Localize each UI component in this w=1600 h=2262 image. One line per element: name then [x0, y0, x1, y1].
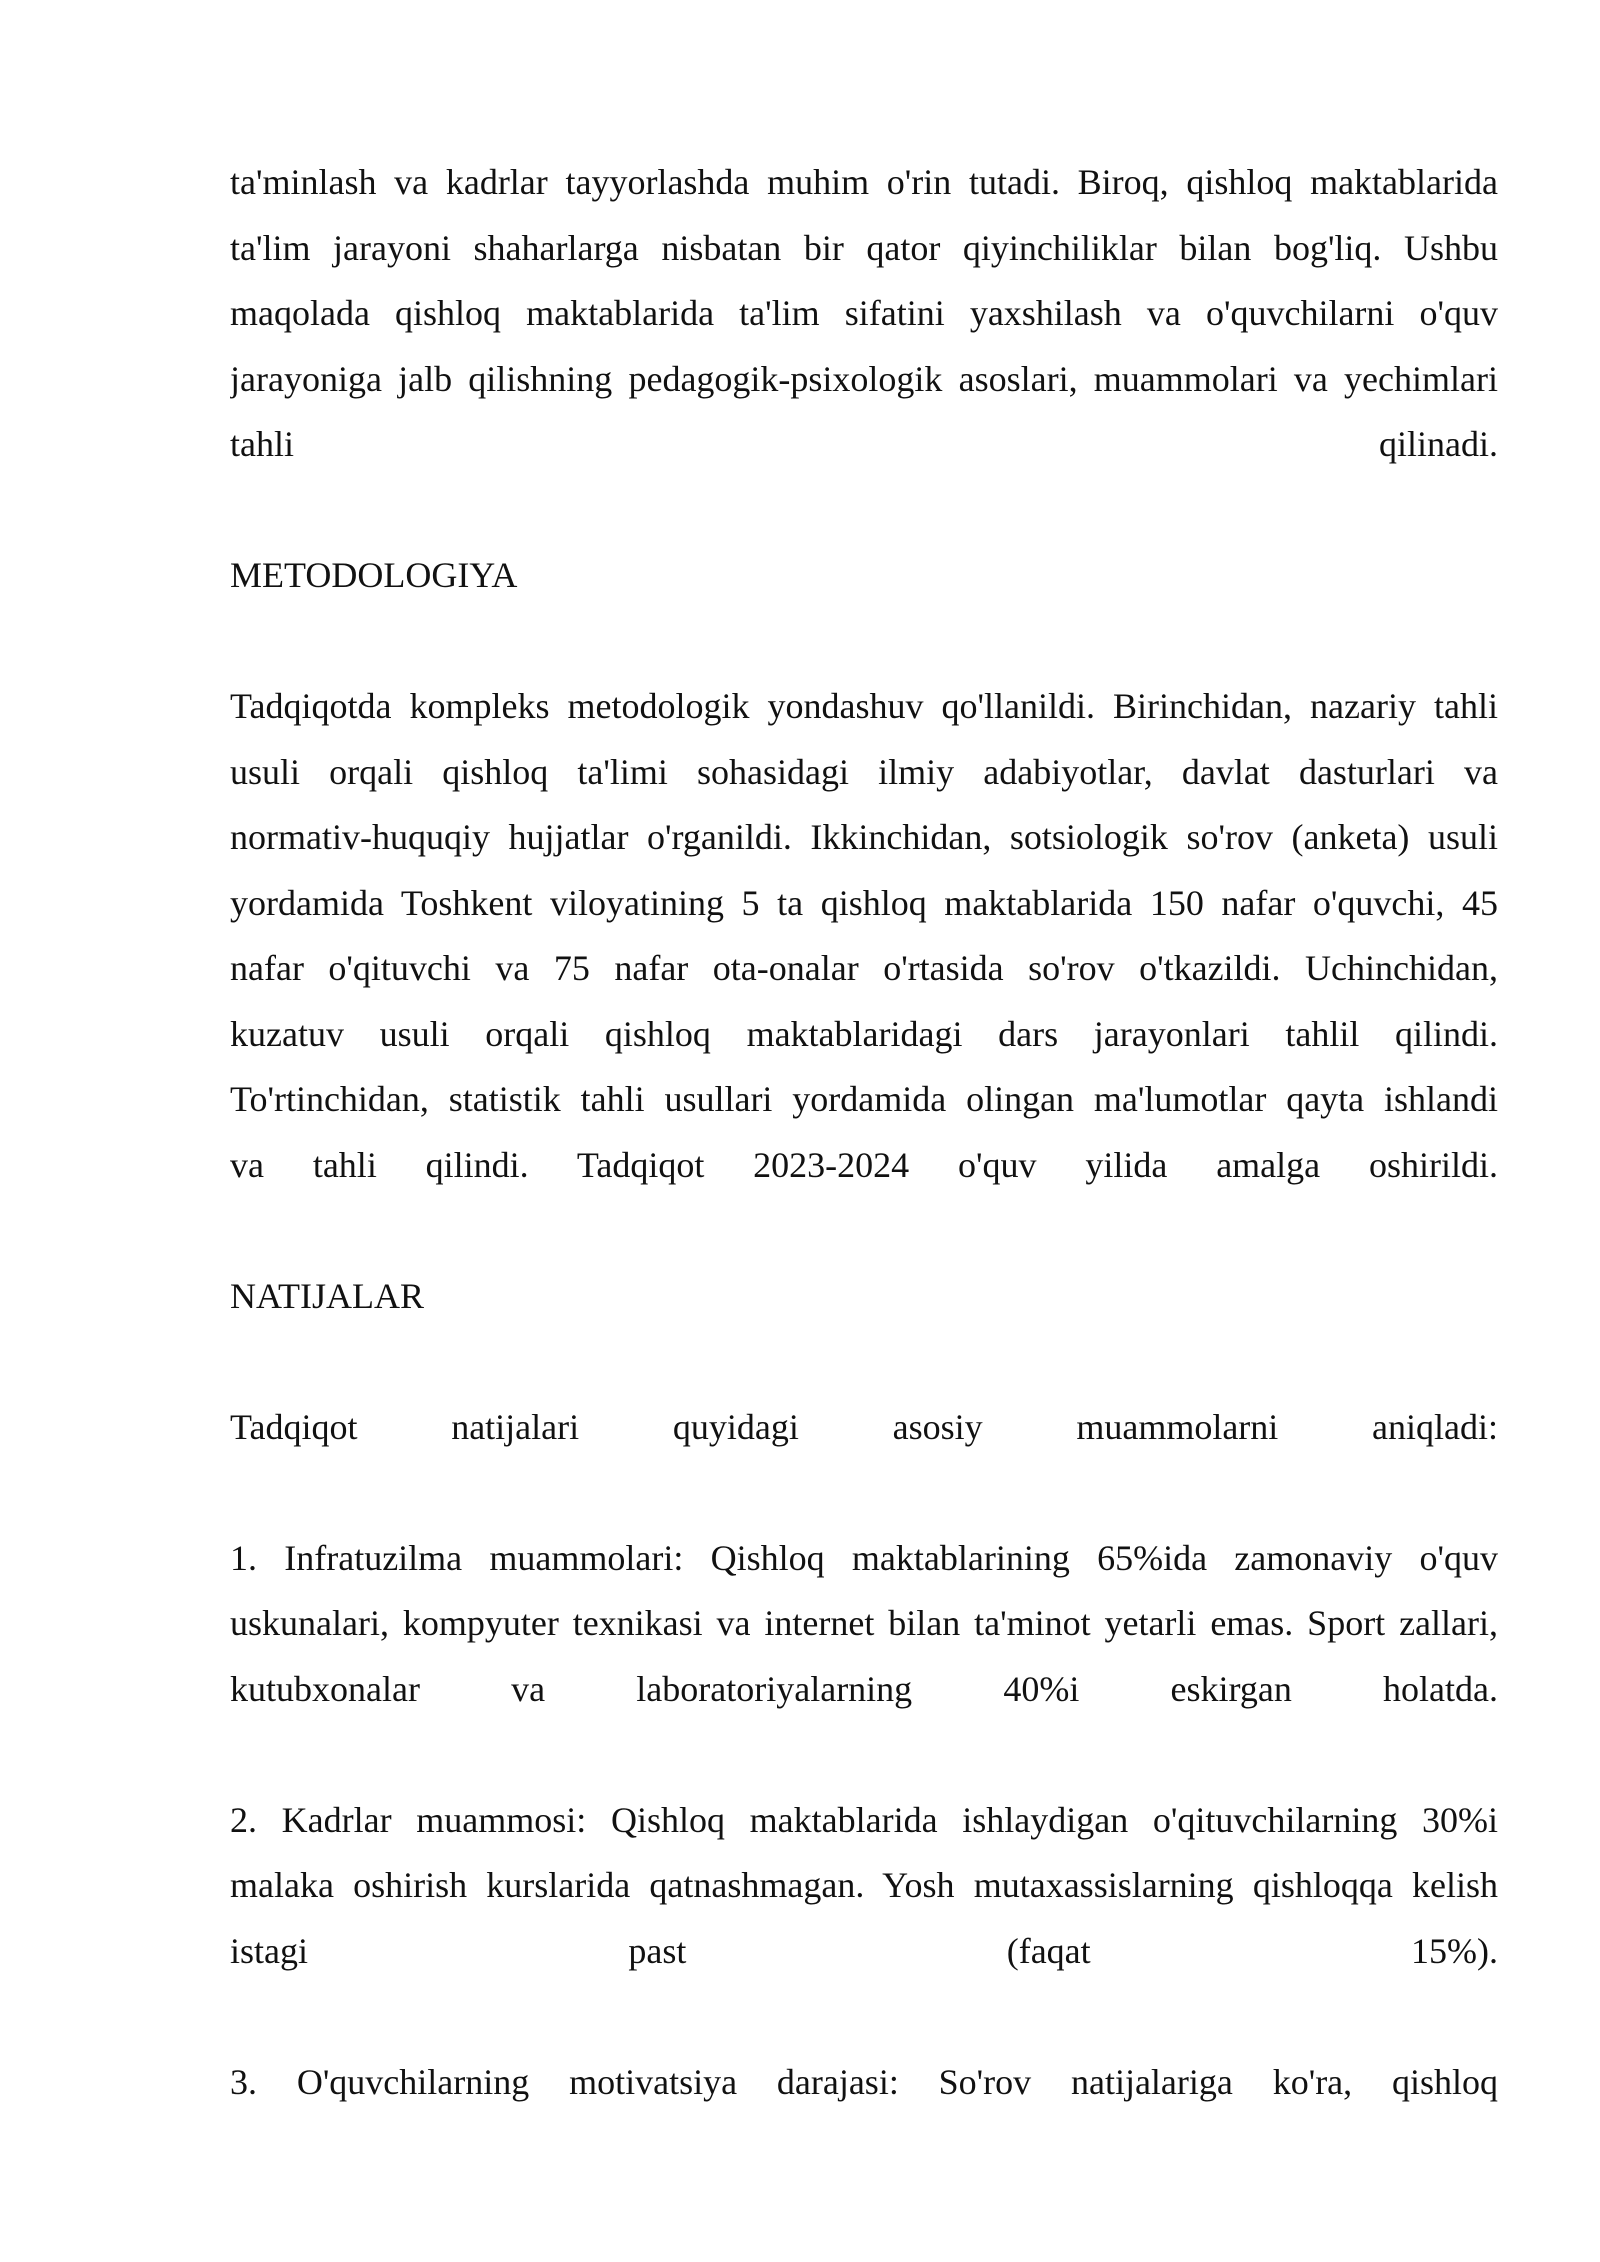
text-line: yordamida Toshkent viloyatining 5 ta qishloq maktablarida 150 nafar o'quvchi, 45 [230, 882, 1498, 923]
text-line: tahli qilinadi. [230, 424, 1498, 464]
text-line: maqolada qishloq maktablarida ta'lim sifatini yaxshilash va o'quvchilarni o'quv [230, 293, 1498, 333]
paragraph-gap [230, 1198, 1498, 1264]
text-line: istagi past (faqat 15%). [230, 1930, 1498, 1971]
text-line: 2. Kadrlar muammosi: Qishloq maktablarida ishlaydigan o'qituvchilarning 30%i [230, 1799, 1498, 1840]
text-line: 1. Infratuzilma muammolari: Qishloq maktablarining 65%ida zamonaviy o'quv [230, 1537, 1498, 1578]
text-line: jarayoniga jalb qilishning pedagogik-psixologik asoslari, muammolari va yechimlari [230, 358, 1498, 399]
text-line: kutubxonalar va laboratoriyalarning 40%i eskirgan holatda. [230, 1668, 1498, 1709]
text-line: Tadqiqotda kompleks metodologik yondashuv qo'llanildi. Birinchidan, nazariy tahli [230, 686, 1498, 726]
text-line: nafar o'qituvchi va 75 nafar ota-onalar o'rtasida so'rov o'tkazildi. Uchinchidan, [230, 948, 1498, 988]
result-item-1 [230, 1526, 1498, 1723]
text-line: malaka oshirish kurslarida qatnashmagan. Yosh mutaxassislarning qishloqqa kelish [230, 1865, 1498, 1905]
text-line: 3. O'quvchilarning motivatsiya darajasi: So'rov natijalariga ko'ra, qishloq [230, 2061, 1498, 2102]
text-line: ta'lim jarayoni shaharlarga nisbatan bir qator qiyinchiliklar bilan bog'liq. Ushbu [230, 227, 1498, 268]
text-line: va tahli qilindi. Tadqiqot 2023-2024 o'quv yilida amalga oshirildi. [230, 1144, 1498, 1185]
paragraph-gap [230, 478, 1498, 544]
results-heading: NATIJALAR [230, 1275, 424, 1316]
methodology-heading: METODOLOGIYA [230, 555, 518, 595]
result-item-3 [230, 2050, 1498, 2116]
paragraph-gap [230, 1984, 1498, 2050]
intro-paragraph [230, 150, 1498, 478]
text-line: kuzatuv usuli orqali qishloq maktablaridagi dars jarayonlari tahlil qilindi. [230, 1013, 1498, 1054]
text-line: uskunalari, kompyuter texnikasi va internet bilan ta'minot yetarli emas. Sport zallari, [230, 1603, 1498, 1643]
text-line: normativ-huquqiy hujjatlar o'rganildi. Ikkinchidan, sotsiologik so'rov (anketa) usuli [230, 817, 1498, 857]
methodology-paragraph [230, 674, 1498, 1198]
paragraph-gap [230, 1329, 1498, 1395]
document-page [230, 150, 1498, 2115]
text-line: To'rtinchidan, statistik tahli usullari yordamida olingan ma'lumotlar qayta ishlandi [230, 1079, 1498, 1119]
paragraph-gap [230, 1460, 1498, 1526]
text-line: ta'minlash va kadrlar tayyorlashda muhim o'rin tutadi. Biroq, qishloq maktablarida [230, 162, 1498, 202]
paragraph-gap [230, 609, 1498, 675]
result-item-2 [230, 1788, 1498, 1985]
text-line: usuli orqali qishloq ta'limi sohasidagi ilmiy adabiyotlar, davlat dasturlari va [230, 751, 1498, 792]
results-intro-paragraph [230, 1395, 1498, 1461]
paragraph-gap [230, 1722, 1498, 1788]
text-line: Tadqiqot natijalari quyidagi asosiy muammolarni aniqladi: [230, 1406, 1498, 1447]
